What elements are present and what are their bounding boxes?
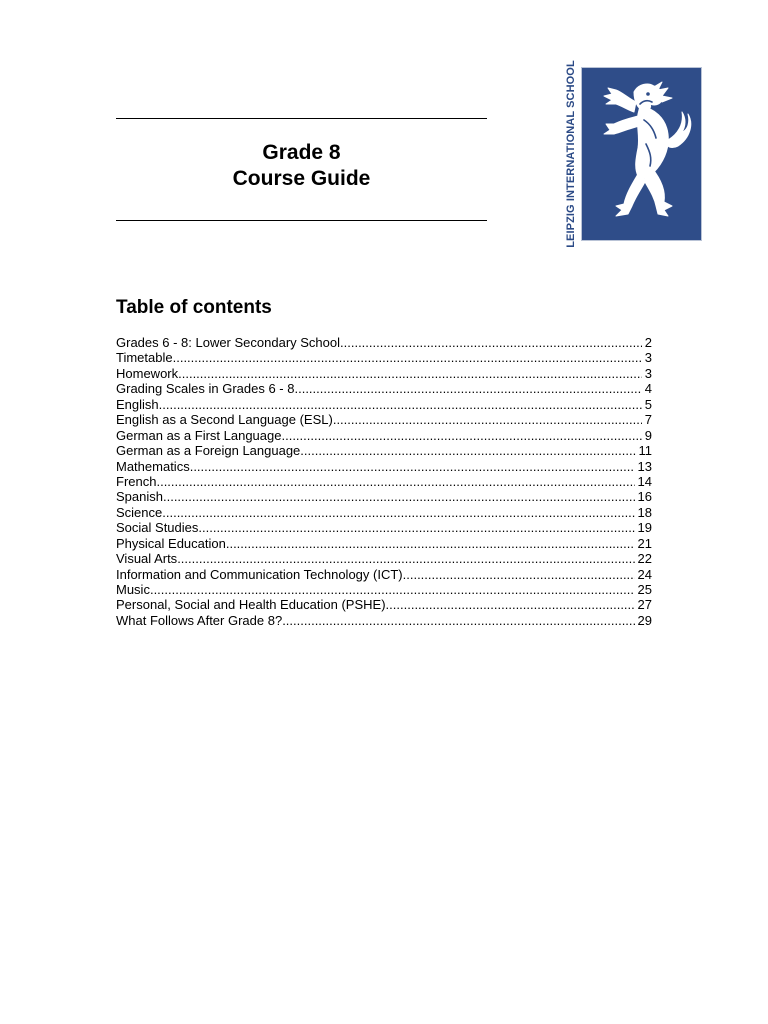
toc-entry[interactable] <box>116 597 652 612</box>
toc-dot-leader <box>190 459 635 474</box>
toc-entry[interactable] <box>116 350 652 365</box>
toc-entry-page-number: 4 <box>644 381 652 397</box>
toc-entry[interactable] <box>116 567 652 582</box>
toc-entry[interactable] <box>116 551 652 566</box>
toc-entry[interactable] <box>116 582 652 597</box>
school-name-wrap <box>561 60 581 248</box>
toc-entry-page-number: 22 <box>637 551 652 567</box>
toc-dot-leader <box>198 520 634 535</box>
toc-entry-label: Grades 6 - 8: Lower Secondary School <box>116 335 341 350</box>
school-logo <box>561 60 702 248</box>
toc-entry[interactable] <box>116 381 652 396</box>
toc-entry-page-number: 7 <box>644 412 652 428</box>
toc-entry-label: Visual Arts <box>116 551 178 567</box>
title-top-rule <box>116 118 487 119</box>
toc-dot-leader <box>294 381 641 396</box>
toc-list <box>116 335 652 628</box>
toc-entry[interactable] <box>116 428 652 443</box>
toc-entry-label: German as a Foreign Language <box>116 443 301 459</box>
toc-entry-page-number: 25 <box>637 582 652 597</box>
toc-entry-page-number: 18 <box>637 504 652 520</box>
toc-dot-leader <box>159 397 642 412</box>
toc-entry-page-number: 29 <box>637 612 652 628</box>
toc-entry[interactable] <box>116 335 652 350</box>
toc-entry-page-number: 19 <box>637 520 652 536</box>
toc-entry-page-number: 21 <box>637 535 652 551</box>
toc-entry-page-number: 3 <box>644 350 652 366</box>
toc-entry-page-number: 5 <box>644 396 652 412</box>
toc-entry-label: Homework <box>116 365 179 381</box>
school-name: LEIPZIG INTERNATIONAL SCHOOL <box>565 60 577 248</box>
toc-entry-label: Mathematics <box>116 458 190 474</box>
toc-entry-page-number: 2 <box>644 335 652 350</box>
toc-entry[interactable] <box>116 443 652 458</box>
title-bottom-rule <box>116 220 487 221</box>
toc-heading: Table of contents <box>116 297 272 318</box>
toc-dot-leader <box>173 350 642 365</box>
lion-rampant-icon <box>582 68 701 240</box>
toc-entry-page-number: 11 <box>638 443 652 459</box>
toc-dot-leader <box>403 567 635 582</box>
toc-entry-label: What Follows After Grade 8? <box>116 612 283 628</box>
toc-dot-leader <box>281 428 641 443</box>
toc-dot-leader <box>333 412 642 427</box>
toc-dot-leader <box>340 335 642 350</box>
toc-entry[interactable] <box>116 366 652 381</box>
toc-entry-page-number: 24 <box>637 566 652 582</box>
toc-entry[interactable] <box>116 489 652 504</box>
toc-dot-leader <box>177 551 634 566</box>
toc-dot-leader <box>178 366 642 381</box>
title-line-course-guide: Course Guide <box>232 167 371 190</box>
toc-entry-label: Information and Communication Technology (ICT) <box>116 566 403 582</box>
toc-entry-label: Spanish <box>116 489 163 505</box>
toc-entry-label: Timetable <box>116 350 173 366</box>
toc-entry-label: French <box>116 473 157 489</box>
toc-entry[interactable] <box>116 474 652 489</box>
toc-entry[interactable] <box>116 397 652 412</box>
toc-entry-label: Social Studies <box>116 520 199 536</box>
toc-dot-leader <box>156 474 634 489</box>
toc-dot-leader <box>386 597 635 612</box>
toc-entry-page-number: 3 <box>644 365 652 381</box>
toc-entry[interactable] <box>116 505 652 520</box>
logo-emblem-panel <box>581 67 702 241</box>
document-title <box>116 140 487 192</box>
toc-dot-leader <box>150 582 635 597</box>
toc-entry-label: English <box>116 396 159 412</box>
toc-entry[interactable] <box>116 520 652 535</box>
toc-entry-page-number: 13 <box>637 458 652 474</box>
toc-entry[interactable] <box>116 613 652 628</box>
toc-dot-leader <box>162 505 634 520</box>
toc-entry[interactable] <box>116 536 652 551</box>
toc-dot-leader <box>163 489 635 504</box>
toc-entry-label: Music <box>116 582 150 597</box>
toc-entry-page-number: 9 <box>644 427 652 443</box>
toc-entry-label: German as a First Language <box>116 427 282 443</box>
toc-entry-label: Personal, Social and Health Education (PSHE) <box>116 597 386 613</box>
toc-entry-label: Grading Scales in Grades 6 - 8 <box>116 381 295 397</box>
toc-entry-label: Science <box>116 504 163 520</box>
title-line-grade: Grade 8 <box>262 141 341 164</box>
toc-entry-page-number: 27 <box>637 597 652 613</box>
toc-entry-label: Physical Education <box>116 535 226 551</box>
toc-entry[interactable] <box>116 459 652 474</box>
toc-entry-label: English as a Second Language (ESL) <box>116 412 333 428</box>
toc-entry-page-number: 16 <box>637 489 652 505</box>
toc-entry-page-number: 14 <box>637 473 652 489</box>
toc-entry[interactable] <box>116 412 652 427</box>
toc-dot-leader <box>300 443 635 458</box>
toc-dot-leader <box>282 613 634 628</box>
toc-dot-leader <box>226 536 635 551</box>
